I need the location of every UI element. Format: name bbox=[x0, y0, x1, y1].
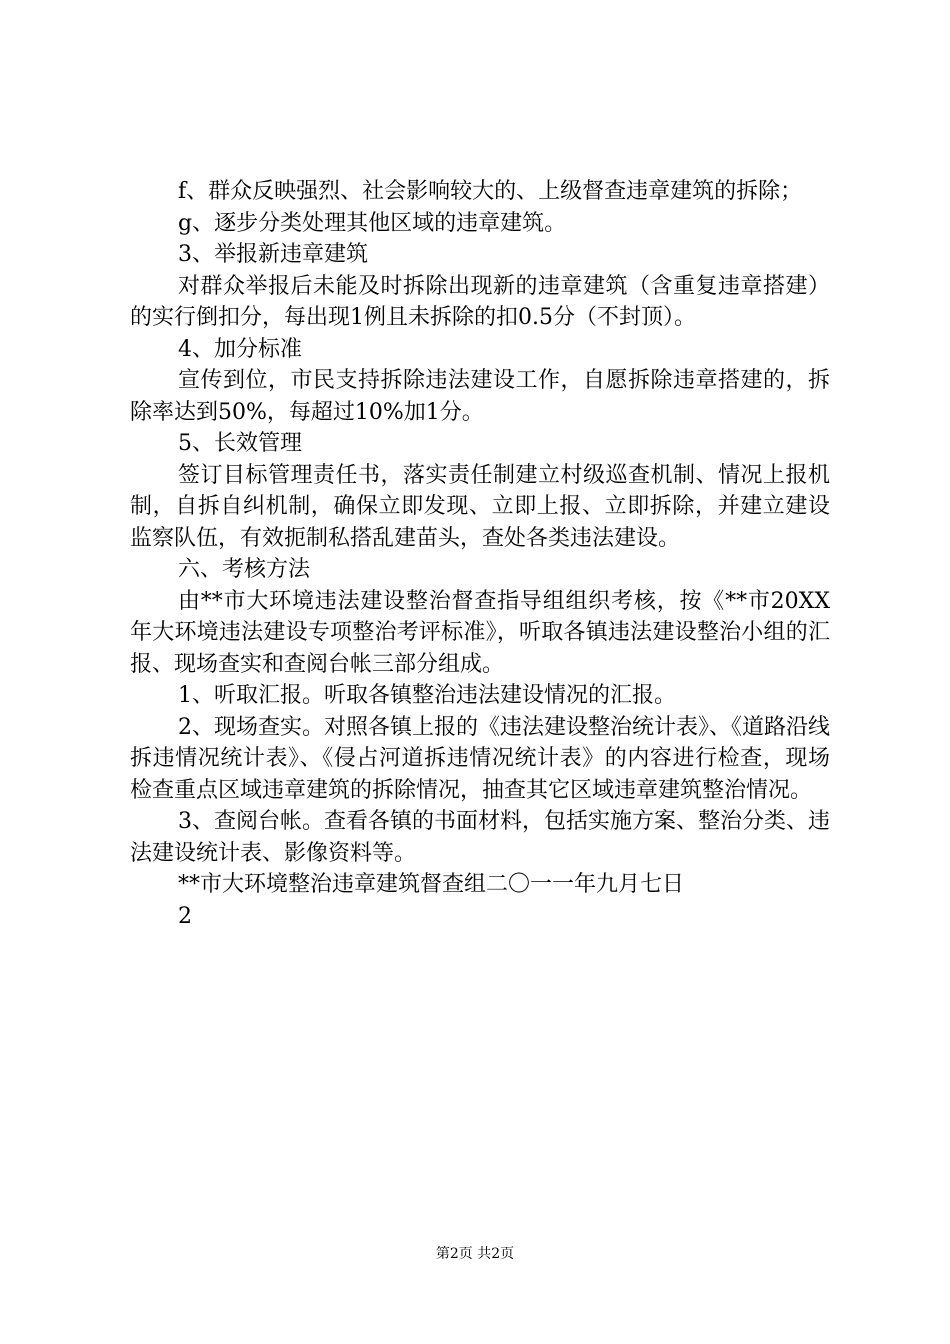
section-heading-report-new: 3、举报新违章建筑 bbox=[178, 242, 368, 267]
paragraph-on-site-check: 2、现场查实。对照各镇上报的《违法建设整治统计表》、《道路沿线拆违情况统计表》、《侵占河道拆违情况统计表》的内容进行检查，现场检查重点区域违章建筑的拆除情况，抽查其它区域违章建筑整治情况。 bbox=[130, 714, 830, 803]
paragraph-item-g: g、逐步分类处理其他区域的违章建筑。 bbox=[178, 210, 567, 236]
section-heading-bonus: 4、加分标准 bbox=[178, 336, 302, 362]
paragraph-assessment: 由**市大环境违法建设整治督查指导组组织考核，按《**市20XX年大环境违法建设专项整治考评标准》，听取各镇违法建设整治小组的汇报、现场查实和查阅台帐三部分组成。 bbox=[130, 588, 830, 677]
paragraph-bonus: 宣传到位，市民支持拆除违法建设工作，自愿拆除违章搭建的，拆除率达到50%，每超过10%加1分。 bbox=[130, 368, 830, 425]
paragraph-item-f: f、群众反映强烈、社会影响较大的、上级督查违章建筑的拆除； bbox=[178, 179, 803, 204]
document-body bbox=[130, 176, 830, 932]
trailing-number: 2 bbox=[178, 903, 192, 929]
section-heading-long-term: 5、长效管理 bbox=[178, 431, 302, 456]
section-heading-assessment: 六、考核方法 bbox=[178, 557, 311, 582]
signature-line: **市大环境整治违章建筑督查组二〇一一年九月七日 bbox=[178, 872, 685, 897]
paragraph-review-ledger: 3、查阅台帐。查看各镇的书面材料，包括实施方案、整治分类、违法建设统计表、影像资料等。 bbox=[130, 809, 830, 866]
paragraph-long-term: 签订目标管理责任书，落实责任制建立村级巡查机制、情况上报机制，自拆自纠机制，确保立即发现、立即上报、立即拆除，并建立建设监察队伍，有效扼制私搭乱建苗头，查处各类违法建设。 bbox=[130, 462, 830, 551]
page-footer: 第2页 共2页 bbox=[435, 1246, 515, 1262]
paragraph-report-new: 对群众举报后未能及时拆除出现新的违章建筑（含重复违章搭建）的实行倒扣分，每出现1例且未拆除的扣0.5分（不封顶）。 bbox=[130, 273, 830, 330]
paragraph-hear-report: 1、听取汇报。听取各镇整治违法建设情况的汇报。 bbox=[178, 683, 676, 708]
